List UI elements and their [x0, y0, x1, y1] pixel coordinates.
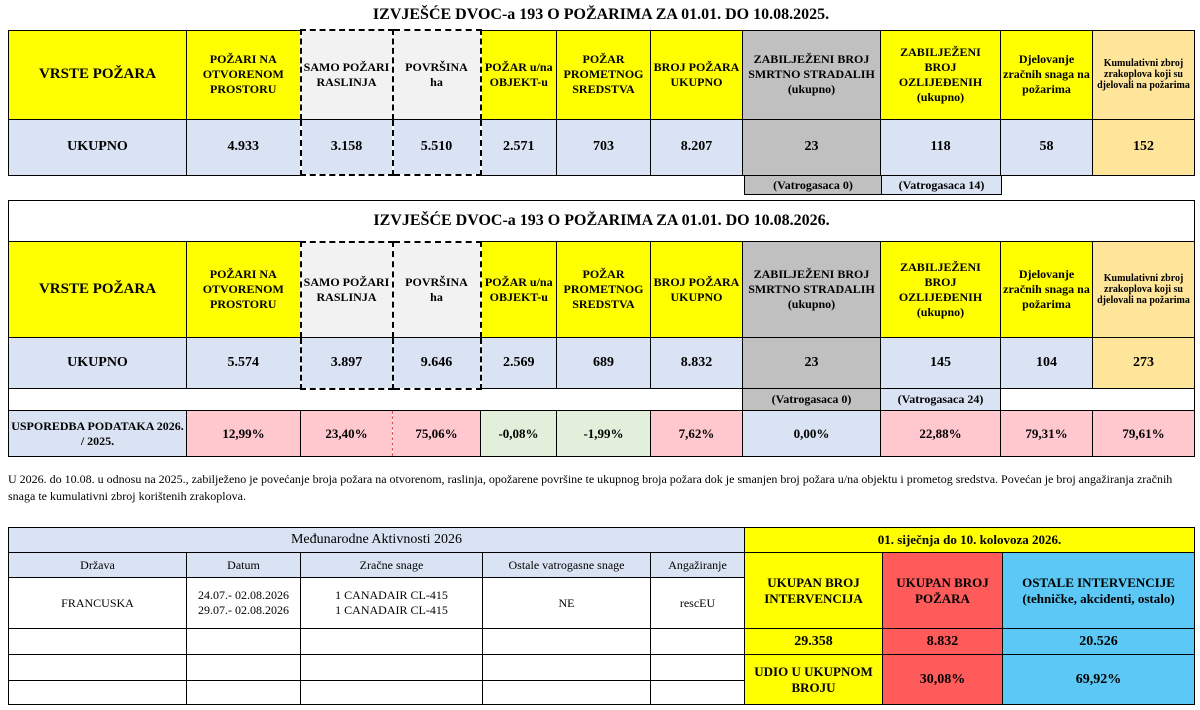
header-injured-label: ZABILJEŽENI BROJ OZLIJEĐENIH	[898, 44, 983, 89]
value-injured: 145	[881, 338, 1001, 389]
comparison-vegetation: 23,40%	[301, 411, 393, 457]
value-open-space: 4.933	[187, 119, 301, 175]
header-killed-label: ZABILJEŽENI BROJ SMRTNO STRADALIH	[748, 52, 875, 81]
header-killed	[743, 30, 881, 119]
col-country: Država	[9, 553, 187, 578]
notes-spacer-right	[1001, 389, 1195, 411]
table-row-empty	[9, 629, 745, 655]
header-cumulative: Kumulativni zbroj zrakoplova koji su djelovali na požarima	[1093, 30, 1195, 119]
header-object: POŽAR u/na OBJEKT-u	[481, 242, 557, 338]
comparison-object: -0,08%	[481, 411, 557, 457]
table-row	[9, 578, 745, 629]
summary-note: U 2026. do 10.08. u odnosu na 2025., zabilježeno je povećanje broja požara na otvorenom, raslinja, opožarene površine te ukupnog broja požara dok je smanjen broj požara u/na objektu i prometog sredstva. Povećan je broj angažiranja zračnih snaga te kumulativni zbroj korištenih zrakoplova.	[8, 472, 1173, 503]
header-other-interventions	[1003, 553, 1195, 629]
note-injured-2026: (Vatrogasaca 24)	[881, 389, 1001, 411]
value-total: 8.832	[651, 338, 743, 389]
header-area-label: POVRŠINA	[405, 59, 468, 74]
header-vegetation: SAMO POŽARI RASLINJA	[301, 242, 393, 338]
value-vehicle: 703	[557, 119, 651, 175]
header-killed-label: ZABILJEŽENI BROJ SMRTNO STRADALIH	[748, 267, 875, 296]
international-title: Međunarodne Aktivnosti 2026	[9, 528, 745, 553]
value-area: 5.510	[393, 119, 481, 175]
value-other-interventions: 20.526	[1003, 629, 1195, 655]
value-area: 9.646	[393, 338, 481, 389]
share-fires: 30,08%	[883, 655, 1003, 705]
header-air-forces: Djelovanje zračnih snaga na požarima	[1001, 242, 1093, 338]
report-2026-table	[8, 200, 1195, 457]
comparison-area: 75,06%	[393, 411, 481, 457]
col-date: Datum	[187, 553, 301, 578]
notes-spacer	[9, 389, 743, 411]
header-area	[393, 30, 481, 119]
note-killed-2026: (Vatrogasaca 0)	[743, 389, 881, 411]
value-vehicle: 689	[557, 338, 651, 389]
header-killed-sub: (ukupno)	[787, 82, 836, 96]
header-area-unit: ha	[430, 289, 443, 304]
row-air-1: 1 CANADAIR CL-415	[335, 588, 448, 602]
header-injured-sub: (ukupno)	[916, 89, 965, 104]
row-air	[301, 578, 483, 629]
report-2025-title: IZVJEŠĆE DVOC-a 193 O POŽARIMA ZA 01.01. DO 10.08.2025.	[372, 6, 830, 23]
report-2026-title: IZVJEŠĆE DVOC-a 193 O POŽARIMA ZA 01.01. DO 10.08.2026.	[9, 201, 1195, 242]
comparison-air-forces: 79,31%	[1001, 411, 1093, 457]
header-area	[393, 242, 481, 338]
value-injured: 118	[881, 119, 1001, 175]
interventions-table	[744, 527, 1195, 705]
header-injured-sub: (ukupno)	[916, 304, 965, 319]
value-killed: 23	[743, 338, 881, 389]
value-object: 2.569	[481, 338, 557, 389]
table-row-empty	[9, 655, 745, 681]
share-label: UDIO U UKUPNOM BROJU	[745, 655, 883, 705]
row-country: FRANCUSKA	[9, 578, 187, 629]
header-vehicle: POŽAR PROMETNOG SREDSTVA	[557, 242, 651, 338]
note-killed-2025: (Vatrogasaca 0)	[744, 175, 882, 195]
value-total-interventions: 29.358	[745, 629, 883, 655]
header-vegetation: SAMO POŽARI RASLINJA	[301, 30, 393, 119]
value-open-space: 5.574	[187, 338, 301, 389]
row-date	[187, 578, 301, 629]
table-row-empty	[9, 681, 745, 705]
comparison-cumulative: 79,61%	[1093, 411, 1195, 457]
header-cumulative: Kumulativni zbroj zrakoplova koji su djelovali na požarima	[1093, 242, 1195, 338]
value-cumulative: 273	[1093, 338, 1195, 389]
value-object: 2.571	[481, 119, 557, 175]
interventions-title: 01. siječnja do 10. kolovoza 2026.	[745, 528, 1195, 553]
header-total: BROJ POŽARA UKUPNO	[651, 30, 743, 119]
header-injured	[881, 30, 1001, 119]
row-date-2: 29.07.- 02.08.2026	[198, 603, 289, 617]
col-other-forces: Ostale vatrogasne snage	[483, 553, 651, 578]
header-injured-label: ZABILJEŽENI BROJ OZLIJEĐENIH	[898, 259, 983, 304]
header-total-interventions: UKUPAN BROJ INTERVENCIJA	[745, 553, 883, 629]
header-open-space: POŽARI NA OTVORENOM PROSTORU	[187, 30, 301, 119]
row-other: NE	[483, 578, 651, 629]
header-vehicle: POŽAR PROMETNOG SREDSTVA	[557, 30, 651, 119]
comparison-total: 7,62%	[651, 411, 743, 457]
international-table	[8, 527, 745, 705]
share-other: 69,92%	[1003, 655, 1195, 705]
row-engagement: rescEU	[651, 578, 745, 629]
comparison-killed: 0,00%	[743, 411, 881, 457]
header-area-label: POVRŠINA	[405, 274, 468, 289]
header-open-space: POŽARI NA OTVORENOM PROSTORU	[187, 242, 301, 338]
header-injured	[881, 242, 1001, 338]
value-cumulative: 152	[1093, 119, 1195, 175]
comparison-open-space: 12,99%	[187, 411, 301, 457]
row-air-2: 1 CANADAIR CL-415	[335, 603, 448, 617]
value-vegetation: 3.158	[301, 119, 393, 175]
col-engagement: Angažiranje	[651, 553, 745, 578]
header-fire-types: VRSTE POŽARA	[9, 30, 187, 119]
note-injured-2025: (Vatrogasaca 14)	[881, 175, 1002, 195]
header-killed-sub: (ukupno)	[787, 297, 836, 311]
header-total-fires: UKUPAN BROJ POŽARA	[883, 553, 1003, 629]
value-total-fires: 8.832	[883, 629, 1003, 655]
row-label-total: UKUPNO	[9, 338, 187, 389]
report-2025-table	[8, 29, 1195, 176]
header-other-sub: (tehničke, akcidenti, ostalo)	[1022, 590, 1175, 606]
header-air-forces: Djelovanje zračnih snaga na požarima	[1001, 30, 1093, 119]
row-label-total: UKUPNO	[9, 119, 187, 175]
header-object: POŽAR u/na OBJEKT-u	[481, 30, 557, 119]
value-killed: 23	[743, 119, 881, 175]
header-area-unit: ha	[430, 74, 443, 89]
value-air-forces: 58	[1001, 119, 1093, 175]
header-fire-types: VRSTE POŽARA	[9, 242, 187, 338]
comparison-label: USPOREDBA PODATAKA 2026. / 2025.	[9, 411, 187, 457]
header-killed	[743, 242, 881, 338]
value-vegetation: 3.897	[301, 338, 393, 389]
header-other-label: OSTALE INTERVENCIJE	[1022, 574, 1175, 590]
value-total: 8.207	[651, 119, 743, 175]
col-air-forces: Zračne snage	[301, 553, 483, 578]
header-total: BROJ POŽARA UKUPNO	[651, 242, 743, 338]
comparison-injured: 22,88%	[881, 411, 1001, 457]
value-air-forces: 104	[1001, 338, 1093, 389]
comparison-vehicle: -1,99%	[557, 411, 651, 457]
row-date-1: 24.07.- 02.08.2026	[198, 588, 289, 602]
